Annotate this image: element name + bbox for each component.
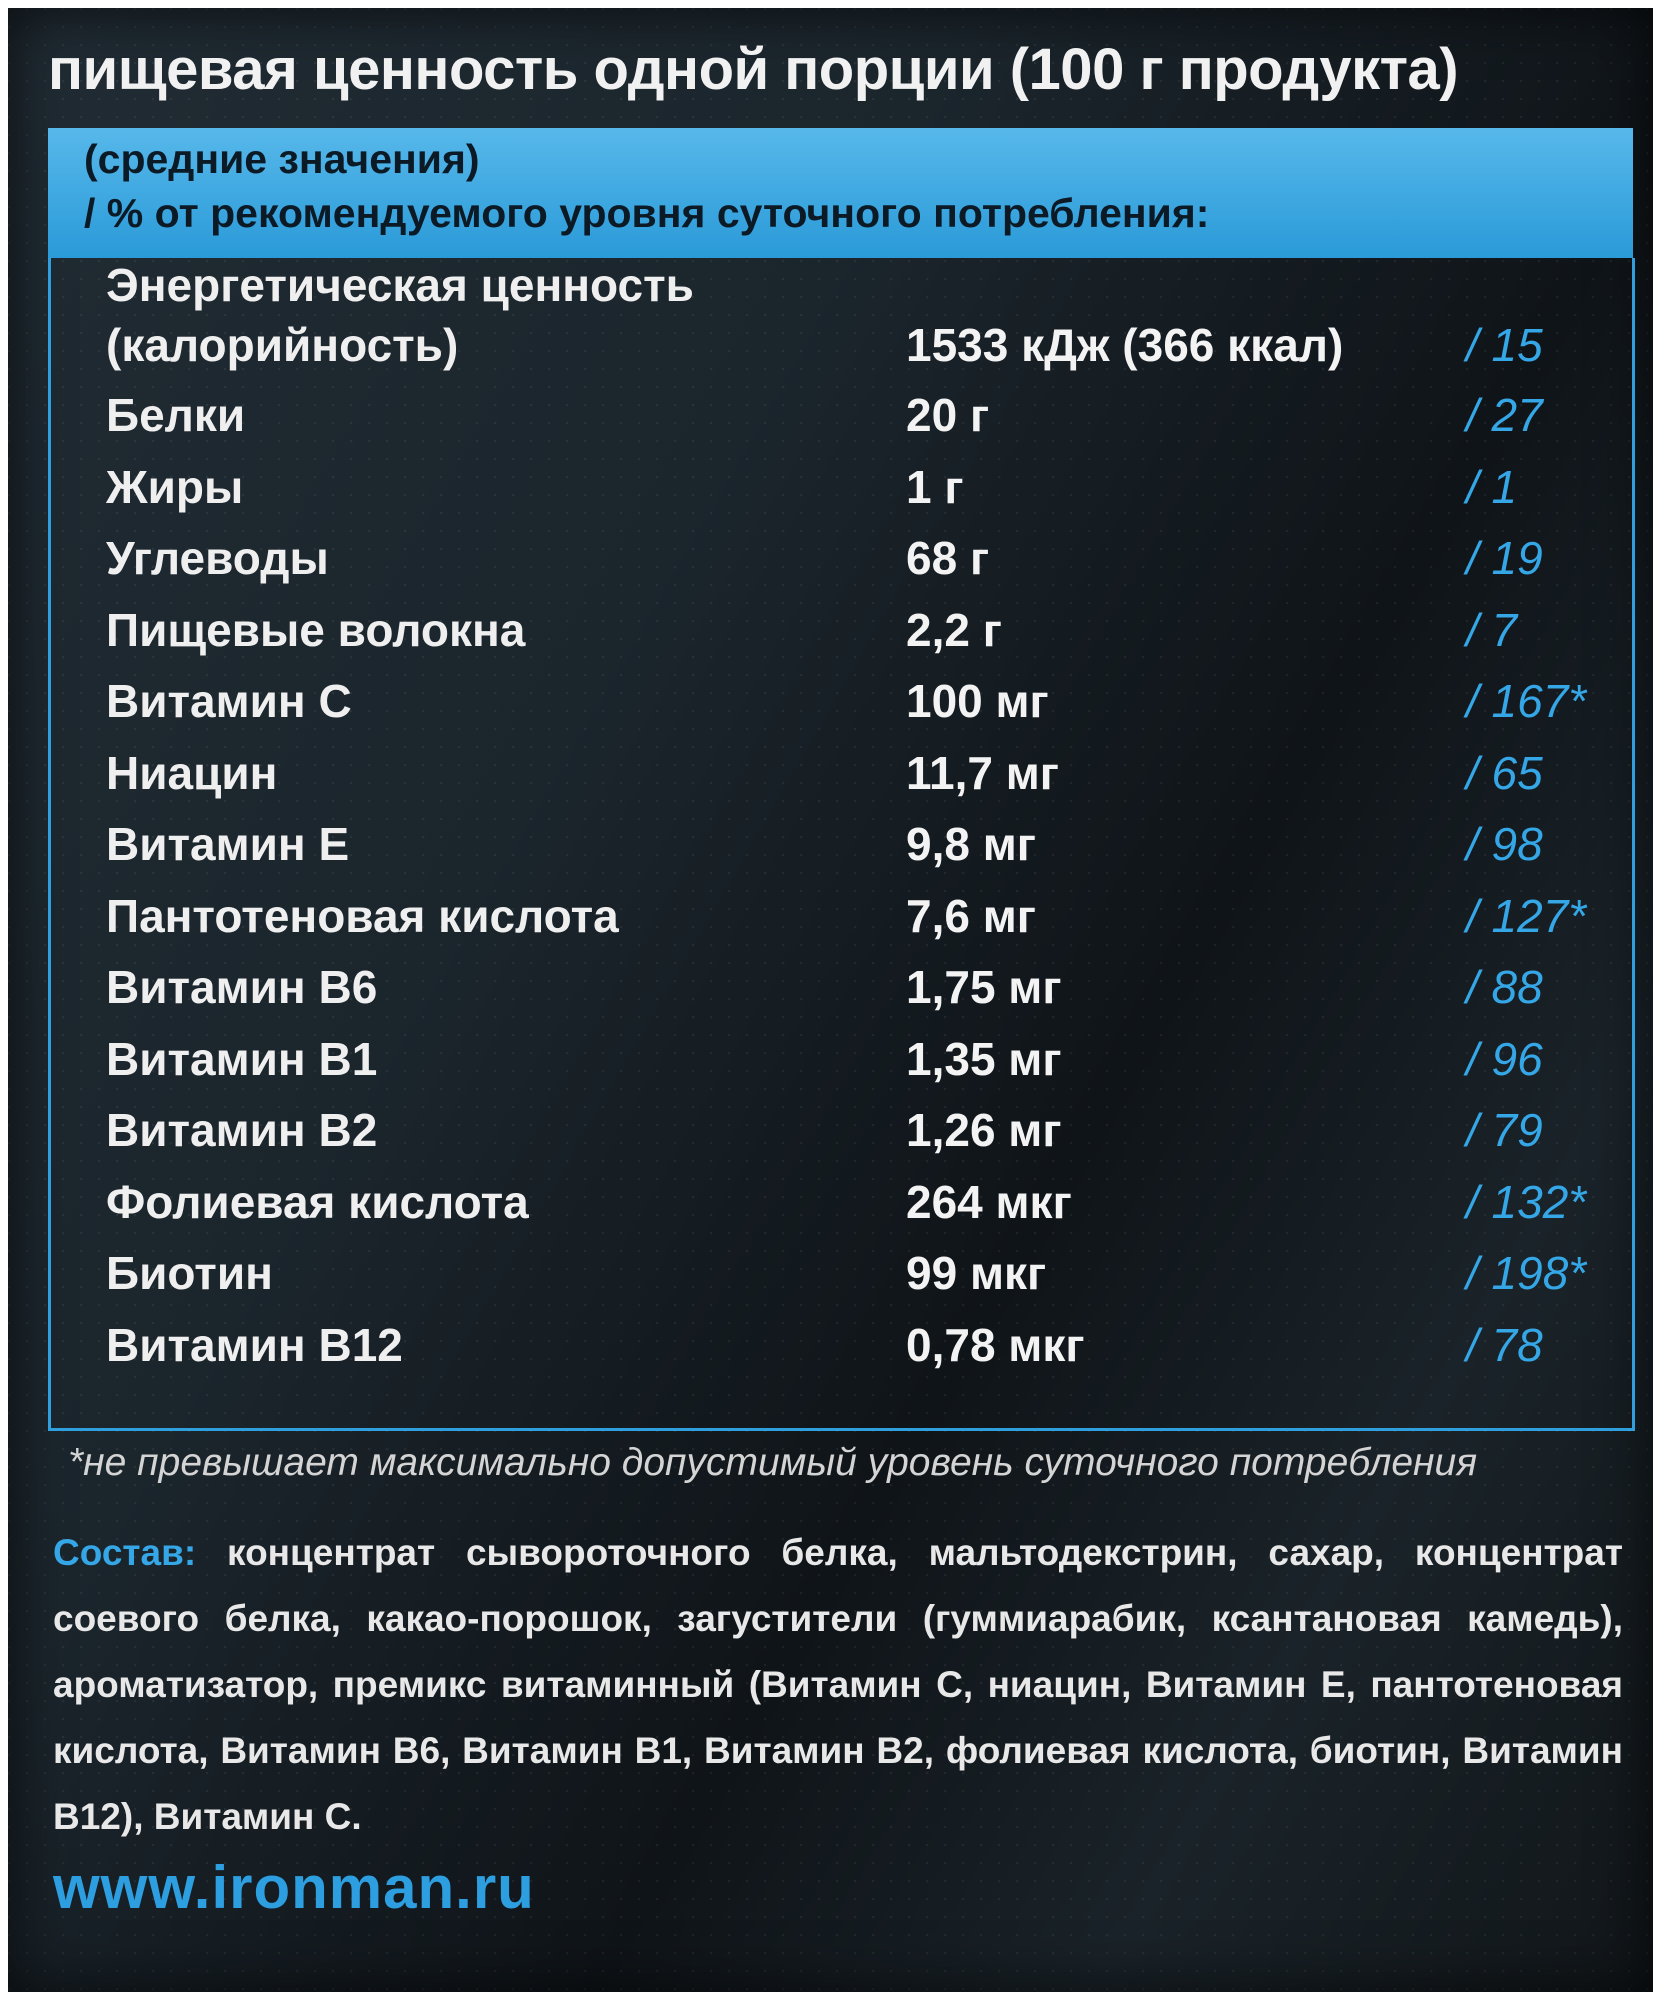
table-row (51, 960, 1632, 1020)
table-row (51, 531, 1632, 591)
nutrient-amount: 1 г (906, 460, 964, 513)
table-row (51, 889, 1632, 949)
nutrient-percent: / 198* (1466, 1247, 1587, 1299)
nutrient-percent: / 98 (1466, 818, 1543, 870)
footnote: *не превышает максимально допустимый уровень суточного потребления (68, 1441, 1478, 1484)
nutrient-amount: 20 г (906, 389, 990, 441)
table-row (51, 1175, 1632, 1235)
nutrient-amount: 7,6 мг (906, 889, 1036, 942)
nutrient-percent: / 167* (1466, 675, 1587, 727)
nutrient-amount: 1,26 мг (906, 1104, 1062, 1156)
product-label (8, 8, 1653, 1992)
composition-text: концентрат сывороточного белка, мальтодекстрин, сахар, концентрат соевого белка, какао-порошок, загустители (гуммиарабик, ксантановая камедь), ароматизатор, премикс витаминный (Витамин С, ниацин, Витамин Е, пантотеновая кислота, Витамин В6, Витамин В1, Витамин В2, фолиевая кислота, биотин, Витамин В12), Витамин С. (53, 1532, 1623, 1837)
nutrient-name: Витамин В12 (106, 1318, 403, 1371)
composition-label: Состав: (53, 1532, 197, 1573)
nutrient-name: Витамин Е (106, 818, 350, 870)
table-row (51, 674, 1632, 734)
nutrient-amount: 2,2 г (906, 603, 1002, 656)
nutrient-amount: 9,8 мг (906, 818, 1036, 870)
nutrient-name: Витамин В6 (106, 961, 378, 1013)
nutrient-amount: 100 мг (906, 675, 1049, 727)
nutrient-amount: 11,7 мг (906, 746, 1059, 799)
nutrient-percent: / 79 (1466, 1104, 1543, 1156)
nutrient-percent: / 127* (1466, 889, 1587, 942)
nutrient-name: Жиры (106, 460, 244, 513)
nutrient-percent: / 7 (1466, 603, 1518, 656)
nutrient-percent: / 65 (1466, 746, 1543, 799)
nutrition-table (48, 258, 1635, 1431)
table-row (51, 1103, 1632, 1163)
nutrient-name: Ниацин (106, 746, 278, 799)
nutrient-name: Пантотеновая кислота (106, 889, 619, 942)
nutrient-name: Фолиевая кислота (106, 1175, 529, 1228)
nutrient-percent: / 96 (1466, 1032, 1543, 1085)
nutrient-name: Биотин (106, 1247, 273, 1299)
energy-amount: 1533 кДж (366 ккал) (906, 319, 1344, 371)
nutrient-amount: 1,75 мг (906, 961, 1062, 1013)
nutrient-name: Углеводы (106, 532, 329, 584)
nutrient-amount: 264 мкг (906, 1175, 1072, 1228)
nutrient-name: Пищевые волокна (106, 603, 526, 656)
nutrient-percent: / 19 (1466, 532, 1543, 584)
energy-label-line2: (калорийность) (106, 319, 459, 371)
table-row (51, 817, 1632, 877)
table-row (51, 1318, 1632, 1378)
table-row (51, 1032, 1632, 1092)
table-row (51, 746, 1632, 806)
energy-percent: / 15 (1466, 319, 1543, 371)
table-row (51, 388, 1632, 448)
nutrient-percent: / 132* (1466, 1175, 1587, 1228)
nutrient-amount: 0,78 мкг (906, 1318, 1085, 1371)
nutrition-title: пищевая ценность одной порции (100 г продукта) (48, 37, 1459, 102)
nutrient-percent: / 78 (1466, 1318, 1543, 1371)
subtitle-daily-percent: / % от рекомендуемого уровня суточного потребления: (84, 190, 1210, 236)
table-row-energy (51, 318, 1632, 378)
nutrient-name: Белки (106, 389, 246, 441)
nutrient-percent: / 1 (1466, 460, 1518, 513)
nutrient-amount: 68 г (906, 532, 990, 584)
nutrient-name: Витамин В2 (106, 1104, 378, 1156)
nutrient-name: Витамин В1 (106, 1032, 378, 1085)
subtitle-average-values: (средние значения) (84, 136, 480, 182)
table-row-energy-label (51, 258, 1632, 318)
energy-label-line1: Энергетическая ценность (106, 259, 694, 311)
composition (53, 1520, 1623, 1850)
subtitle-band (48, 128, 1633, 258)
table-row (51, 460, 1632, 520)
nutrient-name: Витамин С (106, 675, 352, 727)
nutrient-percent: / 88 (1466, 961, 1543, 1013)
nutrient-amount: 99 мкг (906, 1247, 1047, 1299)
nutrient-amount: 1,35 мг (906, 1032, 1062, 1085)
nutrient-percent: / 27 (1466, 389, 1543, 441)
table-row (51, 1246, 1632, 1306)
website-link[interactable]: www.ironman.ru (53, 1854, 535, 1921)
table-row (51, 603, 1632, 663)
